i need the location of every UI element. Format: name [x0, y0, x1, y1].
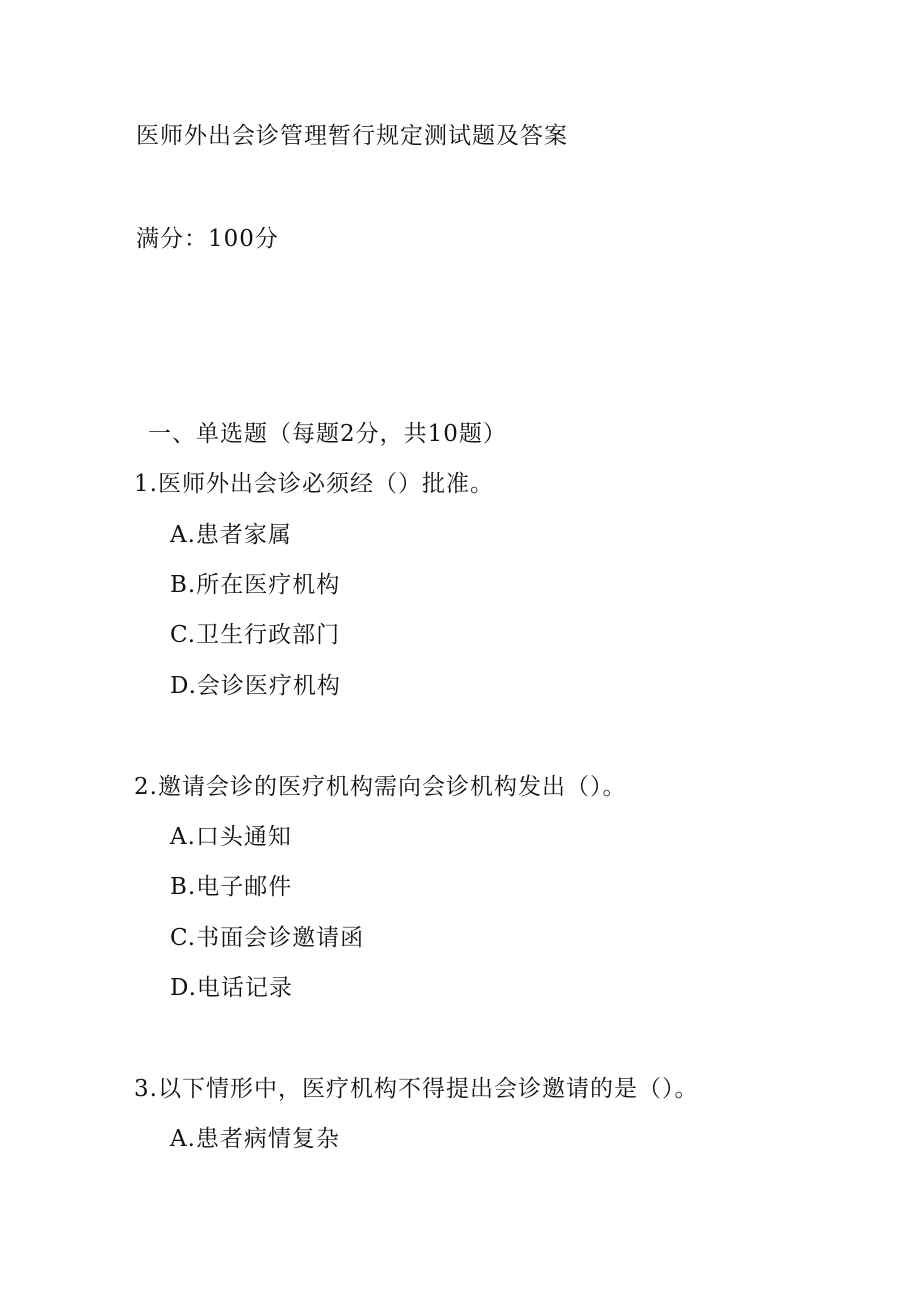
question-1-option-d: D.会诊医疗机构 — [170, 673, 341, 699]
question-2-option-b: B.电子邮件 — [170, 874, 293, 900]
question-2: 2.邀请会诊的医疗机构需向会诊机构发出（）。 — [134, 774, 627, 800]
question-3: 3.以下情形中，医疗机构不得提出会诊邀请的是（）。 — [134, 1076, 699, 1102]
question-1-option-b: B.所在医疗机构 — [170, 572, 341, 598]
question-3-option-a: A.患者病情复杂 — [170, 1126, 340, 1152]
section-heading: 一、单选题（每题2分，共10题） — [148, 421, 507, 447]
document-title: 医师外出会诊管理暂行规定测试题及答案 — [136, 123, 568, 149]
question-1-option-a: A.患者家属 — [170, 522, 292, 548]
full-score: 满分：100分 — [136, 226, 279, 252]
question-2-option-d: D.电话记录 — [170, 975, 293, 1001]
question-1: 1.医师外出会诊必须经（）批准。 — [134, 471, 494, 497]
question-2-option-c: C.书面会诊邀请函 — [170, 925, 365, 951]
question-2-option-a: A.口头通知 — [170, 824, 292, 850]
question-1-option-c: C.卫生行政部门 — [170, 622, 341, 648]
